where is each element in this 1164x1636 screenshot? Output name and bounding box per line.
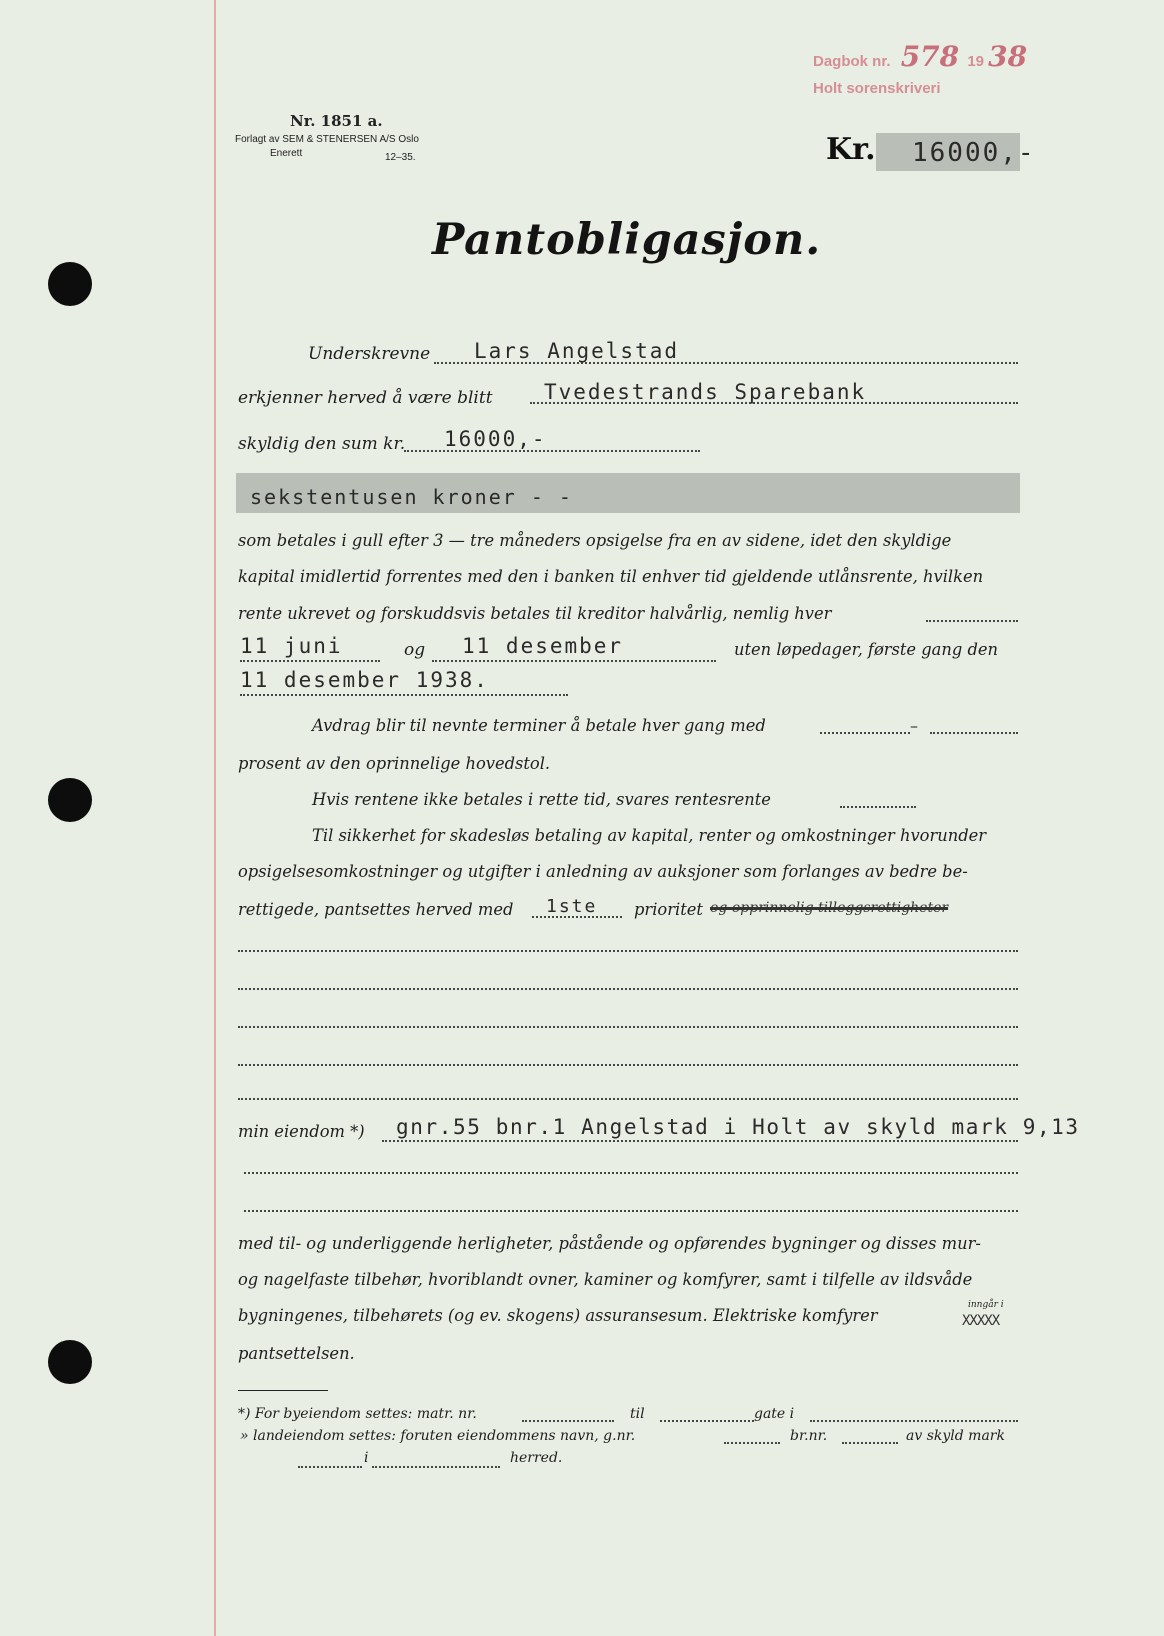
dagbok-number: 578 — [900, 40, 960, 73]
footnote-1-a: *) For byeiendom settes: matr. nr. — [238, 1406, 477, 1422]
term-2: 11 desember — [462, 634, 624, 658]
footnote-2-c: av skyld mark — [906, 1428, 1005, 1444]
til-line-3-a: rettigede, pantsettes herved med — [238, 900, 514, 919]
hvis-line: Hvis rentene ikke betales i rette tid, svares rentesrente — [312, 790, 771, 809]
office-stamp: Holt sorenskriveri — [813, 80, 941, 97]
body-line-1: som betales i gull efter 3 — tre måneders opsigelse fra en av sidene, idet den skyldige — [238, 531, 952, 550]
prosent-line: prosent av den oprinnelige hovedstol. — [238, 754, 551, 773]
creditor-value: Tvedestrands Sparebank — [544, 380, 867, 404]
form-number: Nr. 1851 a. — [290, 112, 383, 130]
dotted-line — [724, 1442, 780, 1444]
body-line-4-tail: uten løpedager, første gang den — [734, 640, 998, 659]
first-date: 11 desember 1938. — [240, 668, 489, 692]
footnote-1-c: gate i — [754, 1406, 795, 1422]
dotted-line — [522, 1420, 614, 1422]
til-line-1: Til sikkerhet for skadesløs betaling av kapital, renter og omkostninger hvorunder — [312, 826, 987, 845]
publisher-line: Forlagt av SEM & STENERSEN A/S Oslo — [235, 134, 419, 145]
margin-line — [214, 0, 216, 1636]
footnote-2-a: » landeiendom settes: foruten eiendommens navn, g.nr. — [240, 1428, 636, 1444]
owes-value: 16000,- — [444, 427, 547, 451]
til-line-2: opsigelsesomkostninger og utgifter i anledning av auksjoner som forlanges av bedre be- — [238, 862, 968, 881]
document-title: Pantobligasjon. — [432, 215, 822, 265]
avdrag-dash: – — [910, 716, 918, 735]
dotted-line — [840, 806, 916, 808]
dotted-line — [432, 660, 716, 662]
eiendom-value: gnr.55 bnr.1 Angelstad i Holt av skyld mark 9,13 — [396, 1115, 1080, 1139]
til-line-3-b: prioritet — [634, 900, 703, 919]
body-line-3: rente ukrevet og forskuddsvis betales til kreditor halvårlig, nemlig hver — [238, 604, 832, 623]
avdrag-line: Avdrag blir til nevnte terminer å betale hver gang med — [312, 716, 766, 735]
year: 38 — [988, 40, 1028, 73]
og-label: og — [404, 640, 426, 660]
amount-box-value: 16000,- — [912, 138, 1036, 168]
dotted-line — [238, 988, 1018, 990]
footnote-rule — [238, 1390, 328, 1391]
dotted-line — [930, 732, 1018, 734]
dotted-line — [810, 1420, 1018, 1422]
dotted-line — [238, 1064, 1018, 1066]
year-prefix: 19 — [967, 53, 984, 70]
inngar-label: inngår i — [968, 1300, 1004, 1310]
dotted-line — [298, 1466, 362, 1468]
eiendom-label: min eiendom *) — [238, 1122, 365, 1141]
body-line-2: kapital imidlertid forrentes med den i banken til enhver tid gjeldende utlånsrente, hvilken — [238, 567, 984, 586]
med-line-2: og nagelfaste tilbehør, hvoriblandt ovner, kaminer og komfyrer, samt i tilfelle av ildsvåde — [238, 1270, 973, 1289]
form-date: 12–35. — [385, 152, 416, 163]
punch-hole — [48, 778, 92, 822]
dotted-line — [238, 950, 1018, 952]
footnote-3-a: i — [364, 1450, 369, 1466]
dotted-line — [244, 1172, 1018, 1174]
dagbok-label: Dagbok nr. — [813, 53, 891, 70]
priority-value: 1ste — [546, 896, 598, 917]
dotted-line — [244, 1210, 1018, 1212]
dotted-line — [926, 620, 1018, 622]
punch-hole — [48, 1340, 92, 1384]
dotted-line — [372, 1466, 500, 1468]
dagbok-stamp — [813, 40, 1027, 73]
term-1: 11 juni — [240, 634, 343, 658]
xxx-strike: XXXXX — [962, 1313, 1000, 1329]
struck-text: og opprinnelig tilleggsrettigheter — [710, 900, 949, 916]
dotted-line — [382, 1140, 1018, 1142]
med-line-3: bygningenes, tilbehørets (og ev. skogens) assuransesum. Elektriske komfyrer — [238, 1306, 878, 1325]
footnote-2-b: br.nr. — [790, 1428, 828, 1444]
dotted-line — [660, 1420, 754, 1422]
dotted-line — [820, 732, 910, 734]
undersigned-value: Lars Angelstad — [474, 339, 680, 363]
owes-label: skyldig den sum kr. — [238, 434, 406, 454]
enerett: Enerett — [270, 148, 303, 159]
punch-hole — [48, 262, 92, 306]
acknowledge-label: erkjenner herved å være blitt — [238, 388, 493, 408]
footnote-3-b: herred. — [510, 1450, 563, 1466]
dotted-line — [238, 1026, 1018, 1028]
footnote-1-b: til — [630, 1406, 645, 1422]
dotted-line — [240, 694, 568, 696]
amount-words: sekstentusen kroner - - — [250, 485, 573, 509]
kr-label: Kr. — [826, 132, 876, 167]
dotted-line — [842, 1442, 898, 1444]
undersigned-label: Underskrevne — [308, 344, 431, 364]
med-line-1: med til- og underliggende herligheter, påstående og opførendes bygninger og disses mur- — [238, 1234, 981, 1253]
dotted-line — [240, 660, 380, 662]
med-line-4: pantsettelsen. — [238, 1344, 355, 1363]
dotted-line — [238, 1098, 1018, 1100]
